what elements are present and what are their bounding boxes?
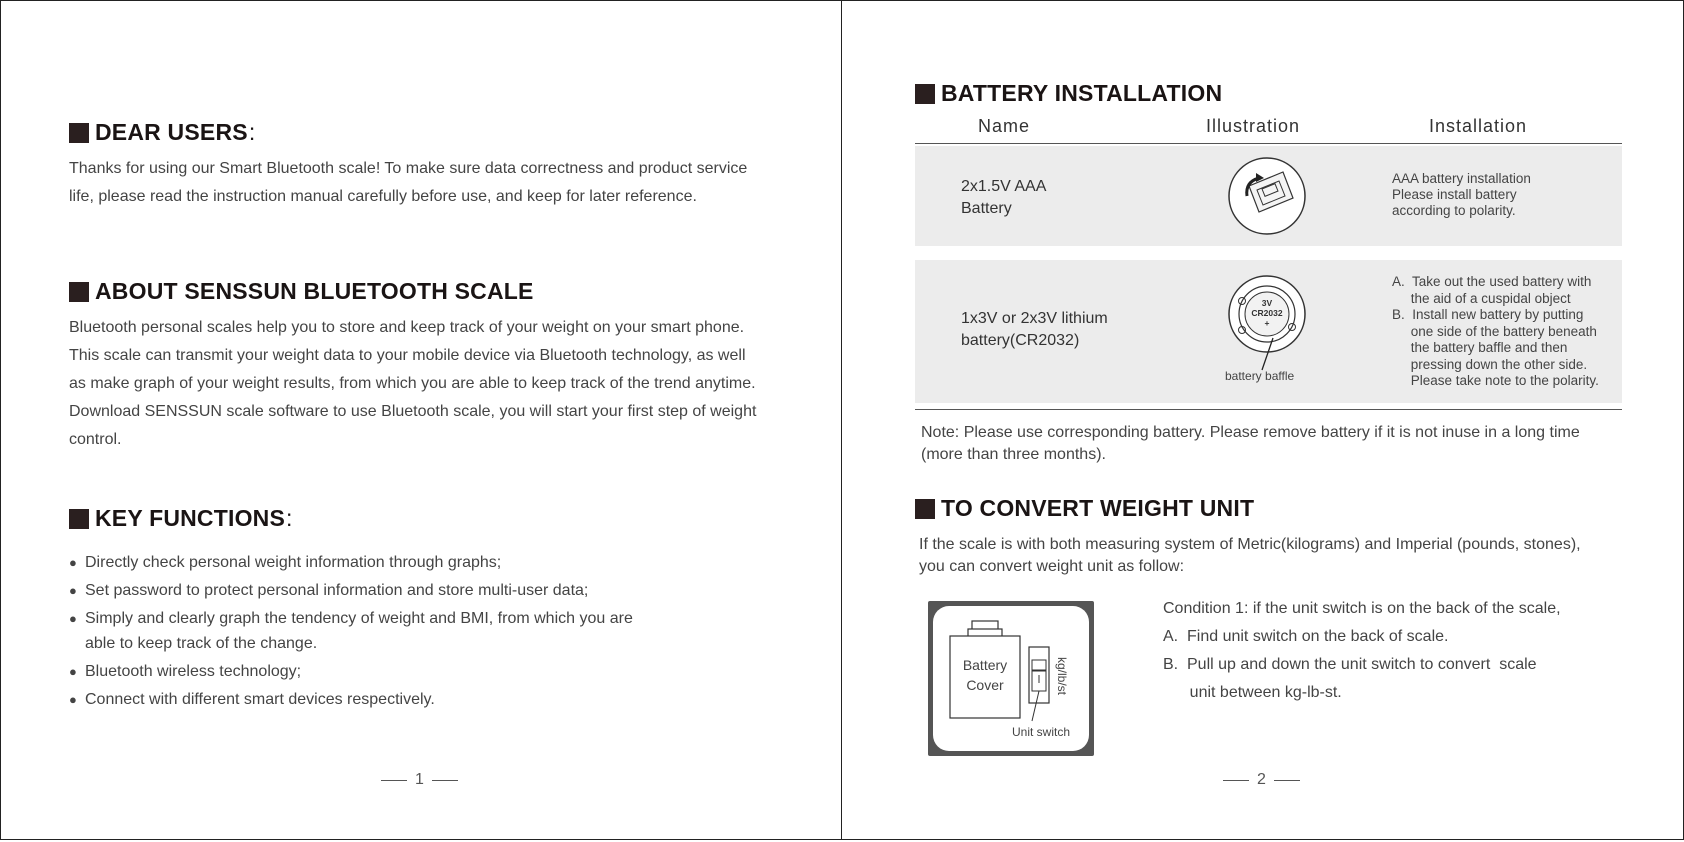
table-bottom-divider: [915, 409, 1622, 410]
bullet-icon: ●: [69, 692, 77, 707]
list-item-text: Connect with different smart devices respectively.: [85, 691, 435, 708]
list-item: [69, 687, 649, 712]
page-number-text: 2: [1257, 771, 1266, 788]
heading-square-icon: [915, 84, 935, 104]
heading-square-icon: [69, 509, 89, 529]
unit-switch-caption: Unit switch: [1012, 725, 1071, 739]
heading-text: ABOUT SENSSUN BLUETOOTH SCALE: [95, 278, 534, 304]
heading-text: BATTERY INSTALLATION: [941, 80, 1223, 106]
installation-line: the aid of a cuspidal object: [1392, 290, 1571, 306]
installation-text: [1392, 274, 1599, 390]
heading-square-icon: [915, 499, 935, 519]
heading-colon: :: [286, 505, 293, 531]
paragraph-line: Thanks for using our Smart Bluetooth scale! To make sure data correctness and product service: [69, 160, 748, 177]
paragraph-line: life, please read the instruction manual carefully before use, and keep for later reference.: [69, 188, 697, 205]
divider: [432, 780, 458, 781]
column-header-name: Name: [978, 116, 1031, 136]
installation-line: pressing down the other side.: [1392, 356, 1588, 372]
column-header-illustration: Illustration: [1206, 116, 1301, 136]
condition-line: A. Find unit switch on the back of scale.: [1163, 628, 1449, 645]
convert-intro: [919, 534, 1581, 578]
paragraph-line: Bluetooth personal scales help you to store and keep track of your weight on your smart phone.: [69, 319, 745, 336]
condition-line: B. Pull up and down the unit switch to convert scale: [1163, 656, 1537, 673]
bullet-icon: ●: [69, 664, 77, 679]
heading-text: DEAR USERS: [95, 119, 248, 145]
paragraph-line: This scale can transmit your weight data to your mobile device via Bluetooth technology, as well: [69, 347, 746, 364]
coin-battery-label: [1235, 298, 1299, 328]
installation-text: [1392, 171, 1531, 219]
bullet-icon: ●: [69, 555, 77, 570]
list-item: [69, 578, 649, 603]
heading-square-icon: [69, 282, 89, 302]
battery-baffle-caption: battery baffle: [1225, 369, 1295, 383]
key-functions-heading: [69, 505, 293, 532]
list-item: [69, 550, 649, 575]
battery-heading: [915, 80, 1222, 107]
battery-name-line: Battery: [961, 200, 1012, 217]
page-2: [841, 0, 1684, 840]
battery-name-line: 1x3V or 2x3V lithium: [961, 310, 1108, 327]
about-text: [69, 314, 756, 454]
table-row: [915, 260, 1622, 403]
installation-line: the battery baffle and then: [1392, 340, 1568, 355]
heading-colon: :: [248, 119, 256, 145]
column-header-installation: Installation: [1429, 116, 1528, 136]
paragraph-line: as make graph of your weight results, from which you are able to keep track of the trend anytime.: [69, 375, 756, 392]
page-1: [0, 0, 842, 840]
unit-label: kg/lb/st: [1055, 656, 1070, 696]
key-functions-list: [69, 550, 649, 715]
convert-heading: [915, 495, 1254, 522]
installation-line: one side of the battery beneath: [1392, 323, 1597, 339]
divider: [381, 780, 407, 781]
note-line: (more than three months).: [921, 446, 1106, 463]
about-heading: [69, 278, 534, 305]
list-item-text: Directly check personal weight information through graphs;: [85, 554, 502, 571]
cover-label-line: Battery: [962, 657, 1008, 673]
installation-line: AAA battery installation: [1392, 171, 1531, 186]
heading-square-icon: [69, 123, 89, 143]
installation-line: B. Install new battery by putting: [1392, 307, 1584, 322]
list-item: [69, 659, 649, 684]
list-item-text: Bluetooth wireless technology;: [85, 663, 302, 680]
page-number: [1223, 771, 1300, 789]
page-number-text: 1: [415, 771, 424, 788]
bullet-icon: ●: [69, 583, 77, 598]
table-header-divider: [915, 143, 1622, 144]
coin-label-line: 3V: [1261, 298, 1273, 308]
intro-line: If the scale is with both measuring system of Metric(kilograms) and Imperial (pounds, stones),: [919, 536, 1581, 553]
heading-text: TO CONVERT WEIGHT UNIT: [941, 495, 1255, 521]
installation-line: Please take note to the polarity.: [1392, 373, 1599, 388]
list-item-text: Set password to protect personal information and store multi-user data;: [85, 582, 589, 599]
battery-note: [921, 422, 1580, 466]
battery-name: [961, 176, 1046, 220]
paragraph-line: control.: [69, 431, 122, 448]
note-line: Note: Please use corresponding battery. Please remove battery if it is not inuse in a long time: [921, 424, 1580, 441]
coin-label-line: CR2032: [1251, 308, 1283, 318]
table-row: [915, 146, 1622, 246]
list-item-text: Simply and clearly graph the tendency of weight and BMI, from which you are able to keep track of the change.: [85, 610, 633, 652]
convert-condition: [1163, 595, 1561, 707]
bullet-icon: ●: [69, 611, 77, 626]
dear-users-text: [69, 155, 747, 211]
installation-line: A. Take out the used battery with: [1392, 274, 1592, 289]
divider: [1274, 780, 1300, 781]
aaa-battery-illustration-icon: [1227, 156, 1307, 236]
battery-name-line: 2x1.5V AAA: [961, 178, 1047, 195]
battery-name-line: battery(CR2032): [961, 332, 1080, 349]
heading-text: KEY FUNCTIONS: [95, 505, 286, 531]
condition-line: unit between kg-lb-st.: [1163, 684, 1342, 701]
condition-line: Condition 1: if the unit switch is on the back of the scale,: [1163, 600, 1561, 617]
page-number: [381, 771, 458, 789]
battery-cover-label: [950, 655, 1020, 695]
installation-line: according to polarity.: [1392, 203, 1516, 218]
divider: [1223, 780, 1249, 781]
cover-label-line: Cover: [966, 677, 1004, 693]
battery-name: [961, 308, 1108, 352]
intro-line: you can convert weight unit as follow:: [919, 558, 1185, 575]
installation-line: Please install battery: [1392, 187, 1517, 202]
unit-switch-figure: [928, 601, 1094, 756]
list-item: [69, 606, 649, 656]
dear-users-heading: [69, 119, 255, 146]
paragraph-line: Download SENSSUN scale software to use Bluetooth scale, you will start your first step of weight: [69, 403, 757, 420]
coin-label-line: +: [1264, 318, 1270, 328]
